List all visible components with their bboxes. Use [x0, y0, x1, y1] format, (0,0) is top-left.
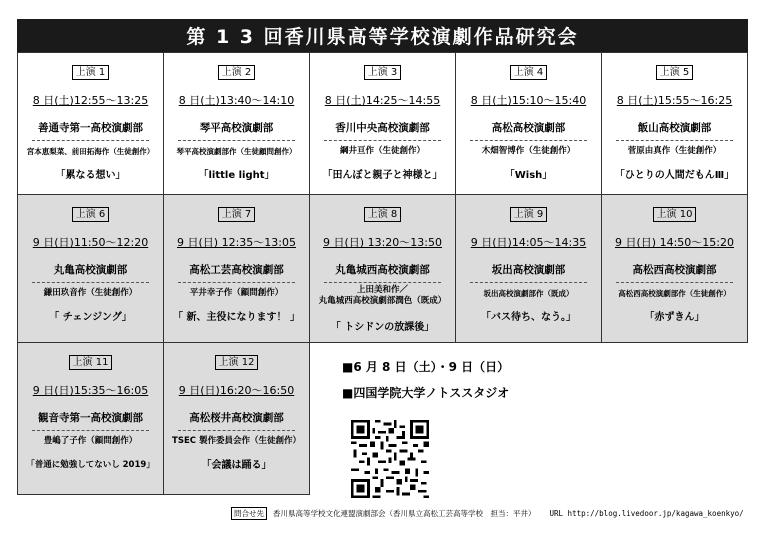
performance-school: 坂出高校演劇部	[491, 264, 566, 276]
contact-organization: 香川県高等学校文化連盟演劇部会（香川県立高松工芸高等学校 担当：平井）	[273, 509, 536, 518]
performance-time: 9 日(日)14:05～14:35	[470, 236, 587, 249]
performance-time: 8 日(土)15:10～15:40	[470, 94, 587, 107]
performance-school: 高松工芸高校演劇部	[189, 264, 284, 276]
divider	[324, 140, 441, 141]
performance-work: 「 新、主役になります！ 」	[173, 312, 300, 323]
performance-work: 「ひとりの人間だもんⅢ」	[614, 170, 735, 181]
performance-time: 9 日(日)16:20～16:50	[178, 384, 295, 397]
performance-cell-8	[309, 194, 456, 343]
performance-cell-12	[163, 342, 310, 495]
performance-school: 高松高校演劇部	[491, 122, 566, 134]
performance-time: 8 日(土)12:55～13:25	[32, 94, 149, 107]
performance-cell-1	[17, 52, 164, 195]
performance-time: 9 日(日)15:35～16:05	[32, 384, 149, 397]
performance-work: 「little light」	[198, 170, 275, 181]
divider	[32, 282, 149, 283]
performance-school: 丸亀高校演劇部	[53, 264, 128, 276]
performance-label: 上演 1	[72, 65, 110, 80]
performance-author: 宮本恵梨菜、前田拓海作（生徒創作）	[26, 147, 155, 156]
contact-url[interactable]: URL http://blog.livedoor.jp/kagawa_koenkyo/	[549, 509, 744, 518]
performance-work: 「 チェンジング」	[49, 312, 132, 323]
performance-label: 上演 10	[653, 207, 697, 222]
performance-school: 飯山高校演劇部	[637, 122, 712, 134]
divider	[616, 140, 733, 141]
performance-author: 豊嶋了子作（顧問創作）	[43, 436, 138, 446]
performance-label: 上演 7	[218, 207, 256, 222]
performance-school: 琴平高校演劇部	[199, 122, 274, 134]
divider	[178, 282, 295, 283]
performance-time: 8 日(土)14:25～14:55	[324, 94, 441, 107]
performance-school: 香川中央高校演劇部	[335, 122, 430, 134]
performance-cell-3	[309, 52, 456, 195]
performance-school: 善通寺第一高校演劇部	[38, 122, 143, 134]
performance-work: 「田んぼと親子と神様と」	[322, 170, 443, 181]
performance-work: 「 トシドンの放課後」	[330, 322, 435, 333]
performance-school: 高松西高校演劇部	[632, 264, 717, 276]
event-dates: ■6 月 8 日（土）・9 日（日）	[342, 360, 510, 374]
divider	[178, 140, 295, 141]
performance-author: 坂出高校演劇部作（既成）	[483, 289, 574, 298]
performance-cell-6	[17, 194, 164, 343]
performance-cell-10	[601, 194, 748, 343]
divider	[470, 282, 587, 283]
contact-label: 問合せ先	[231, 507, 267, 520]
divider	[32, 430, 149, 431]
performance-work: 「Wish」	[504, 170, 553, 181]
performance-author: TSEC 製作委員会作（生徒創作）	[172, 436, 301, 446]
performance-time: 9 日(日)11:50～12:20	[32, 236, 149, 249]
performance-label: 上演 3	[364, 65, 402, 80]
page-title: 第 1 3 回香川県高等学校演劇作品研究会	[17, 19, 748, 52]
performance-work: 「会議は踊る」	[201, 460, 272, 471]
divider	[470, 140, 587, 141]
performance-work: 「赤ずきん」	[644, 312, 705, 323]
performance-author: 琴平高校演劇部作（生徒顧問創作）	[176, 147, 297, 156]
performance-cell-9	[455, 194, 602, 343]
performance-label: 上演 4	[510, 65, 548, 80]
event-venue: ■四国学院大学ノトススタジオ	[342, 386, 510, 400]
performance-author: 鎌田玖音作（生徒創作）	[43, 288, 138, 298]
performance-author: 上田美和作／ 丸亀城西高校演劇部潤色（既成）	[318, 285, 447, 306]
performance-cell-5	[601, 52, 748, 195]
performance-work: 「普通に勉強してないし 2019」	[26, 460, 155, 470]
performance-school: 観音寺第一高校演劇部	[38, 412, 143, 424]
performance-cell-2	[163, 52, 310, 195]
performance-label: 上演 12	[215, 355, 259, 370]
footer	[231, 507, 744, 520]
performance-author: 菅原由真作（生徒創作）	[627, 146, 722, 156]
performance-label: 上演 9	[510, 207, 548, 222]
performance-time: 9 日(日) 14:50～15:20	[615, 236, 734, 249]
performance-author: 綱井亘作（生徒創作）	[339, 146, 425, 156]
performance-cell-4	[455, 52, 602, 195]
performance-label: 上演 6	[72, 207, 110, 222]
performance-time: 9 日(日) 13:20～13:50	[323, 236, 442, 249]
performance-time: 9 日(日) 12:35～13:05	[177, 236, 296, 249]
qr-code-icon	[351, 420, 429, 498]
performance-label: 上演 5	[656, 65, 694, 80]
performance-author: 木畑智博作（生徒創作）	[481, 146, 576, 156]
performance-cell-11	[17, 342, 164, 495]
performance-time: 8 日(土)15:55～16:25	[616, 94, 733, 107]
performance-school: 丸亀城西高校演劇部	[335, 264, 430, 276]
performance-label: 上演 8	[364, 207, 402, 222]
performance-work: 「バス待ち、なう。」	[481, 312, 576, 323]
performance-author: 高松西高校演劇部作（生徒創作）	[618, 289, 731, 298]
divider	[178, 430, 295, 431]
performance-label: 上演 11	[69, 355, 113, 370]
divider	[32, 140, 149, 141]
performance-cell-7	[163, 194, 310, 343]
performance-time: 8 日(土)13:40～14:10	[178, 94, 295, 107]
performance-school: 高松桜井高校演劇部	[189, 412, 284, 424]
performance-author: 平井幸子作（顧問創作）	[189, 288, 284, 298]
performance-work: 「累なる想い」	[55, 170, 126, 181]
divider	[324, 282, 441, 283]
performance-label: 上演 2	[218, 65, 256, 80]
divider	[616, 282, 733, 283]
